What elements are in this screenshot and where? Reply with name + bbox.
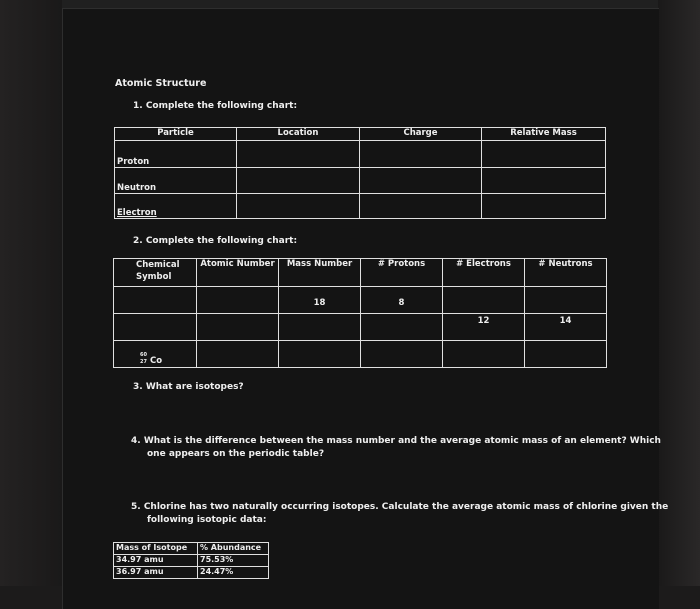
header-mass-of-isotope: Mass of Isotope xyxy=(114,543,198,555)
header-chemical-symbol: Chemical Symbol xyxy=(114,259,197,287)
row-label-neutron: Neutron xyxy=(115,168,237,194)
row2-neutrons: 14 xyxy=(525,314,607,341)
row2-atomic-number-cell[interactable] xyxy=(197,314,279,341)
row3-symbol xyxy=(114,341,197,368)
row1-electrons-cell[interactable] xyxy=(443,287,525,314)
row1-protons: 8 xyxy=(361,287,443,314)
header-charge: Charge xyxy=(360,128,482,141)
row2-protons-cell[interactable] xyxy=(361,314,443,341)
row1-mass-number: 18 xyxy=(279,287,361,314)
header-electrons: # Electrons xyxy=(443,259,525,287)
neutron-location-cell[interactable] xyxy=(237,168,360,194)
question-4-line2: one appears on the periodic table? xyxy=(147,449,325,459)
neutron-charge-cell[interactable] xyxy=(360,168,482,194)
page-title: Atomic Structure xyxy=(115,78,207,89)
question-2-label: 2. Complete the following chart: xyxy=(133,236,298,246)
electron-charge-cell[interactable] xyxy=(360,194,482,219)
background-left xyxy=(0,0,62,586)
header-neutrons: # Neutrons xyxy=(525,259,607,287)
row3-neutrons-cell[interactable] xyxy=(525,341,607,368)
row2-electrons: 12 xyxy=(443,314,525,341)
cobalt-symbol: Co xyxy=(150,356,163,366)
row-label-proton: Proton xyxy=(115,141,237,168)
row2-mass-number-cell[interactable] xyxy=(279,314,361,341)
question-4-line1: 4. What is the difference between the mass number and the average atomic mass of an element? Which xyxy=(131,436,661,446)
row2-symbol-cell[interactable] xyxy=(114,314,197,341)
isotope1-abundance: 75.53% xyxy=(198,555,269,567)
top-bar xyxy=(62,0,658,8)
question-3: 3. What are isotopes? xyxy=(133,382,244,392)
particle-chart xyxy=(114,127,606,219)
header-protons: # Protons xyxy=(361,259,443,287)
header-atomic-number: Atomic Number xyxy=(197,259,279,287)
header-relative-mass: Relative Mass xyxy=(482,128,606,141)
neutron-mass-cell[interactable] xyxy=(482,168,606,194)
header-mass-number: Mass Number xyxy=(279,259,361,287)
isotope-data-table xyxy=(113,542,269,579)
isotope2-abundance: 24.47% xyxy=(198,567,269,579)
proton-location-cell[interactable] xyxy=(237,141,360,168)
header-location: Location xyxy=(237,128,360,141)
row3-atomic-number-cell[interactable] xyxy=(197,341,279,368)
row1-neutrons-cell[interactable] xyxy=(525,287,607,314)
header-particle: Particle xyxy=(115,128,237,141)
question-5-line1: 5. Chlorine has two naturally occurring isotopes. Calculate the average atomic mass of chlorine given the xyxy=(131,502,669,512)
cobalt-atomic-number: 27 xyxy=(140,359,147,365)
row3-protons-cell[interactable] xyxy=(361,341,443,368)
electron-mass-cell[interactable] xyxy=(482,194,606,219)
cobalt-nuclide-notation xyxy=(140,352,150,366)
isotope2-mass: 36.97 amu xyxy=(114,567,198,579)
electron-location-cell[interactable] xyxy=(237,194,360,219)
row-label-electron: Electron xyxy=(115,194,237,219)
question-1-label: 1. Complete the following chart: xyxy=(133,101,298,111)
proton-charge-cell[interactable] xyxy=(360,141,482,168)
proton-mass-cell[interactable] xyxy=(482,141,606,168)
header-percent-abundance: % Abundance xyxy=(198,543,269,555)
isotope1-mass: 34.97 amu xyxy=(114,555,198,567)
row1-symbol-cell[interactable] xyxy=(114,287,197,314)
background-right xyxy=(658,0,700,586)
element-chart xyxy=(113,258,607,368)
cobalt-mass-number: 60 xyxy=(140,352,147,358)
row3-mass-number-cell[interactable] xyxy=(279,341,361,368)
question-5-line2: following isotopic data: xyxy=(147,515,267,525)
row1-atomic-number-cell[interactable] xyxy=(197,287,279,314)
row3-electrons-cell[interactable] xyxy=(443,341,525,368)
